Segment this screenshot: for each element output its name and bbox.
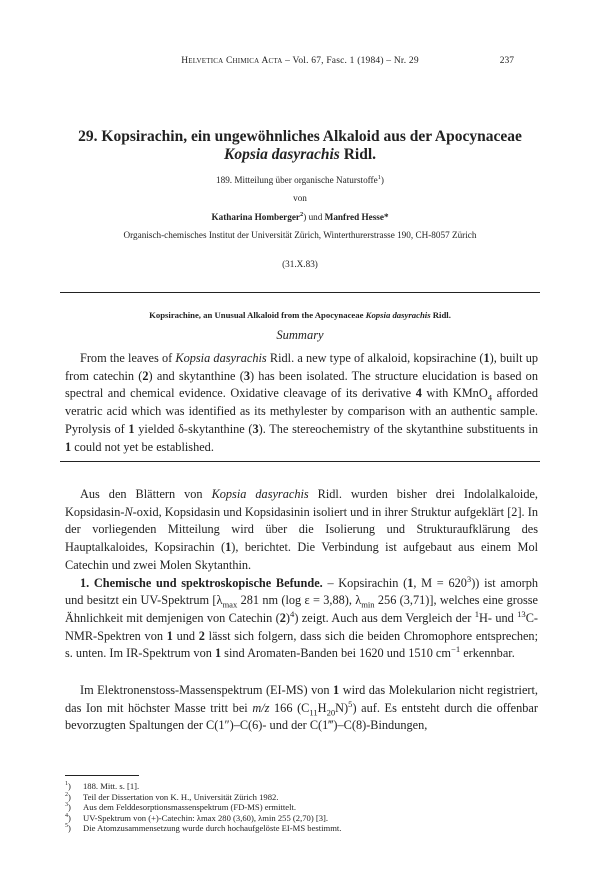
journal-details: – Vol. 67, Fasc. 1 (1984) – Nr. 29 (282, 56, 419, 66)
footnote-rule (65, 775, 139, 776)
page-number: 237 (499, 56, 514, 66)
intro-section (65, 486, 538, 663)
authors: Katharina Homberger$^2$) und Manfred Hesse* (211, 210, 389, 222)
abstract-top-rule (60, 292, 540, 293)
footnote: $^1$) 188. Mitt. s. [1]. (65, 781, 140, 791)
summary-heading: Summary (276, 328, 324, 342)
von-line: von (293, 193, 307, 203)
article-title: 29. Kopsirachin, ein ungewöhnliches Alkaloid aus der Apocynaceae Kopsia dasyrachis Ridl. (78, 128, 522, 163)
section-heading: 1. Chemische und spektroskopische Befunde. (80, 575, 323, 590)
series-note: 189. Mitteilung über organische Naturstoffe$^1$) (216, 173, 384, 185)
affiliation: Organisch-chemisches Institut der Universität Zürich, Winterthurerstrasse 190, CH-8057 Zürich (123, 230, 477, 240)
footnote: $^2$) Teil der Dissertation von K. H., Universität Zürich 1982. (65, 791, 279, 802)
abstract-bottom-rule (60, 461, 540, 462)
summary-text: From the leaves of Kopsia dasyrachis Ridl. a new type of alkaloid, kopsirachine (1), built up from catechin (2) and skytanthine (3) has been isolated. The structure elucidation is based on spectral and chemical evidence. Oxidative cleavage of its derivative 4 with KMnO$_4$ afforded veratric acid which was identified as its methylester by comparison with an authentic sample. Pyrolysis of 1 yielded δ-skytanthine (3). The stereochemistry of the skytanthine substituents in 1 could not yet be established. (65, 351, 539, 454)
section-1-paragraph: 1. Chemische und spektroskopische Befunde. – Kopsirachin (1, $M = 620^3$)) ist amorph und besitzt ein UV-Spektrum [$\lambda_{max}$ 281 nm (log ε = 3,88), $\lambda_{min}$ 256 (3,71)], welches eine grosse Ähnlichkeit mit demjenigen von Catechin $(2)^4$) zeigt. Auch aus dem Vergleich der $^1$H- und $^{13}$C-NMR-Spektren von 1 und 2 lässt sich folgern, dass sich die beiden Chromophore entsprechen; s. unten. Im IR-Spektrum von 1 sind Aromaten-Banden bei 1620 und 1510 $cm^{-1}$ erkennbar. (65, 573, 539, 661)
footnote: $^5$) Die Atomzusammensetzung wurde durch hochaufgelöste EI-MS bestimmt. (65, 823, 342, 834)
abstract-title: Kopsirachine, an Unusual Alkaloid from the Apocynaceae Kopsia dasyrachis Ridl. (149, 310, 451, 320)
footnote-ref: 1 (377, 173, 381, 181)
ms-section (65, 682, 538, 735)
footnotes (65, 781, 538, 834)
ms-paragraph: Im Elektronenstoss-Massenspektrum (EI-MS) von 1 wird das Molekularion nicht registriert, das Ion mit höchster Masse tritt bei m/z 166 $(C_{11}H_{20}N)^5$) auf. Es entsteht durch die offenbar bevorzugten Spaltungen der C(1″)–C(6)- und der C(1‴)–C(8)-Bindungen, (65, 683, 538, 733)
footnote: $^3$) Aus dem Felddesorptionsmassenspektrum (FD-MS) ermittelt. (65, 802, 297, 813)
received-date: (31.X.83) (282, 259, 318, 269)
intro-paragraph: Aus den Blättern von Kopsia dasyrachis Ridl. wurden bisher drei Indolalkaloide, Kopsidasin-N-oxid, Kopsidasin und Kopsidasinin isoliert und in ihrer Struktur aufgeklärt [2]. In der vorliegenden Mitteilung wird über die Isolierung und Strukturaufklärung des Hauptalkaloides, Kopsirachin (1), berichtet. Die Verbindung ist aufgebaut aus einem Mol Catechin und zwei Molen Skytanthin. (65, 487, 539, 572)
footnote: $^4$) UV-Spektrum von (+)-Catechin: λmax 280 (3,60), λmin 255 (2,70) [3]. (65, 812, 329, 823)
journal-name: Helvetica Chimica Acta (181, 56, 283, 66)
